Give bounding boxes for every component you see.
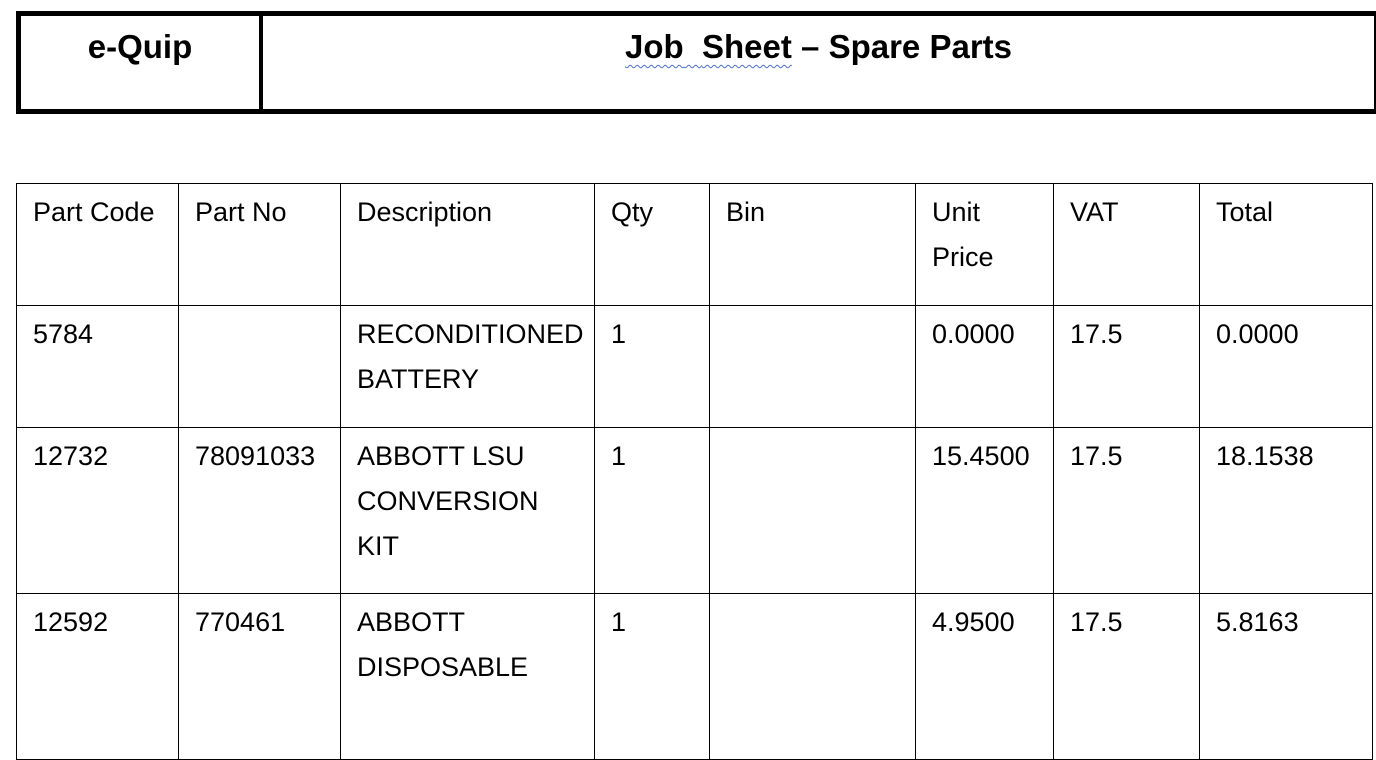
brand-name: e-Quip — [21, 16, 263, 109]
cell-vat: 17.5 — [1054, 306, 1200, 428]
cell-bin — [710, 428, 916, 594]
title-word-sheet: Sheet — [702, 28, 792, 65]
cell-qty: 1 — [595, 428, 710, 594]
spare-parts-table — [16, 183, 1373, 760]
cell-description: ABBOTT LSU CONVERSION KIT — [341, 428, 595, 594]
cell-description: RECONDITIONED BATTERY — [341, 306, 595, 428]
document-title — [263, 16, 1374, 109]
cell-total: 5.8163 — [1200, 594, 1373, 760]
col-header-unit-price: Unit Price — [916, 184, 1054, 306]
table-row — [17, 306, 1373, 428]
cell-vat: 17.5 — [1054, 428, 1200, 594]
col-header-description: Description — [341, 184, 595, 306]
col-header-total: Total — [1200, 184, 1373, 306]
cell-total: 18.1538 — [1200, 428, 1373, 594]
cell-part-no: 78091033 — [179, 428, 341, 594]
col-header-bin: Bin — [710, 184, 916, 306]
cell-part-code: 5784 — [17, 306, 179, 428]
cell-part-no: 770461 — [179, 594, 341, 760]
cell-part-code: 12592 — [17, 594, 179, 760]
cell-unit-price: 4.9500 — [916, 594, 1054, 760]
col-header-vat: VAT — [1054, 184, 1200, 306]
cell-description: ABBOTT DISPOSABLE — [341, 594, 595, 760]
document-header — [16, 11, 1376, 114]
title-word-job: Job — [624, 28, 684, 65]
table-header-row — [17, 184, 1373, 306]
cell-unit-price: 0.0000 — [916, 306, 1054, 428]
cell-part-code: 12732 — [17, 428, 179, 594]
table-row — [17, 594, 1373, 760]
cell-unit-price: 15.4500 — [916, 428, 1054, 594]
cell-bin — [710, 594, 916, 760]
title-job-sheet-underlined — [625, 28, 792, 66]
col-header-part-code: Part Code — [17, 184, 179, 306]
cell-part-no — [179, 306, 341, 428]
col-header-qty: Qty — [595, 184, 710, 306]
cell-vat: 17.5 — [1054, 594, 1200, 760]
cell-bin — [710, 306, 916, 428]
cell-qty: 1 — [595, 594, 710, 760]
title-rest: – Spare Parts — [801, 28, 1013, 65]
cell-total: 0.0000 — [1200, 306, 1373, 428]
cell-qty: 1 — [595, 306, 710, 428]
col-header-part-no: Part No — [179, 184, 341, 306]
table-row — [17, 428, 1373, 594]
